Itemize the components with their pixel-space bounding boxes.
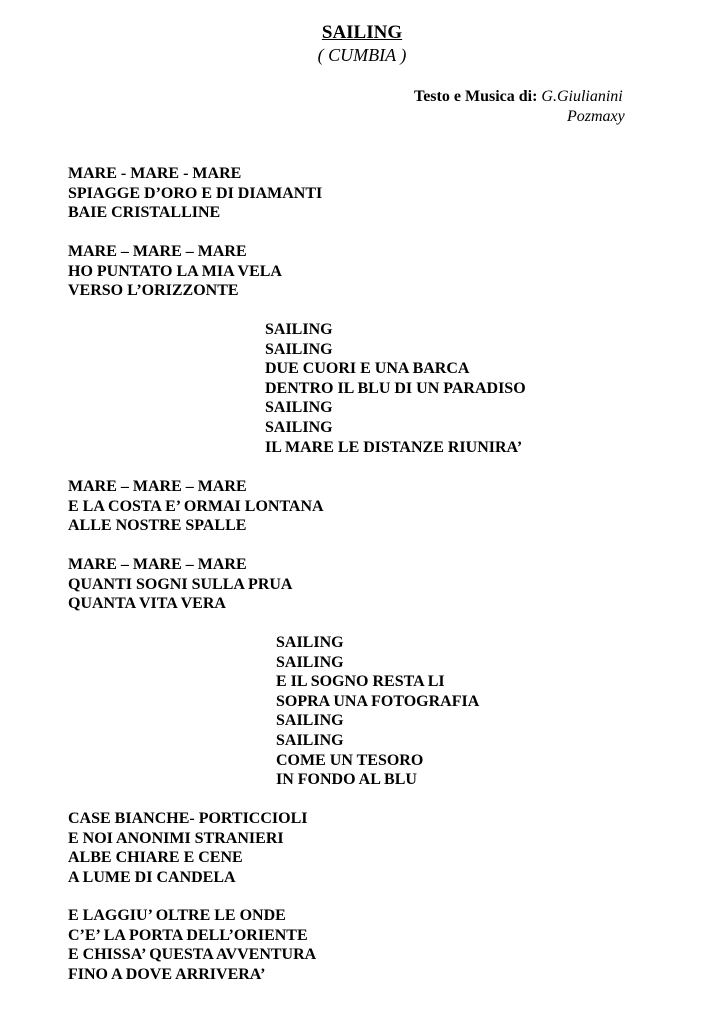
lyric-line: SAILING: [276, 712, 344, 730]
lyric-line: MARE – MARE – MARE: [68, 478, 247, 495]
song-title: [0, 22, 724, 44]
lyric-line: QUANTA VITA VERA: [68, 595, 226, 613]
credit-author-1: G.Giulianini: [541, 88, 623, 105]
lyric-line: DUE CUORI E UNA BARCA: [265, 360, 470, 378]
chorus-1: [265, 320, 526, 457]
lyric-line: SAILING: [276, 634, 344, 651]
song-subtitle: ( CUMBIA ): [317, 45, 407, 65]
lyric-line: E IL SOGNO RESTA LI: [276, 673, 445, 691]
lyric-line: MARE - MARE - MARE: [68, 165, 242, 182]
lyric-line: SAILING: [265, 321, 333, 338]
stanza-1: [68, 164, 322, 223]
lyric-line: E NOI ANONIMI STRANIERI: [68, 829, 284, 847]
lyric-line: SOPRA UNA FOTOGRAFIA: [276, 692, 480, 710]
lyric-line: HO PUNTATO LA MIA VELA: [68, 262, 282, 280]
stanza-6: [68, 906, 316, 984]
lyric-line: IN FONDO AL BLU: [276, 771, 417, 789]
lyric-line: A LUME DI CANDELA: [68, 868, 236, 886]
lyric-line: SAILING: [265, 418, 333, 436]
lyric-line: E CHISSA’ QUESTA AVVENTURA: [68, 946, 317, 964]
credit-line: [414, 87, 623, 107]
lyric-line: SAILING: [276, 653, 344, 671]
stanza-3: [68, 477, 324, 536]
lyric-line: VERSO L’ORIZZONTE: [68, 282, 239, 300]
lyric-line: SPIAGGE D’ORO E DI DIAMANTI: [68, 184, 323, 202]
lyric-line: QUANTI SOGNI SULLA PRUA: [68, 575, 293, 593]
lyric-line: C’E’ LA PORTA DELL’ORIENTE: [68, 926, 308, 944]
credit-author-2: Pozmaxy: [567, 108, 625, 125]
lyric-line: BAIE CRISTALLINE: [68, 204, 221, 222]
lyric-line: MARE – MARE – MARE: [68, 243, 247, 260]
lyric-line: ALBE CHIARE E CENE: [68, 849, 243, 867]
lyric-line: FINO A DOVE ARRIVERA’: [68, 965, 266, 983]
stanza-5: [68, 809, 307, 887]
lyric-line: DENTRO IL BLU DI UN PARADISO: [265, 379, 526, 397]
chorus-2: [276, 633, 479, 790]
lyric-line: E LA COSTA E’ ORMAI LONTANA: [68, 497, 324, 515]
lyric-line: E LAGGIU’ OLTRE LE ONDE: [68, 907, 286, 924]
lyric-line: IL MARE LE DISTANZE RIUNIRA’: [265, 438, 523, 456]
lyric-line: ALLE NOSTRE SPALLE: [68, 517, 247, 535]
stanza-2: [68, 242, 282, 301]
lyric-line: SAILING: [265, 399, 333, 417]
lyric-line: SAILING: [276, 731, 344, 749]
lyric-line: MARE – MARE – MARE: [68, 556, 247, 573]
lyric-line: COME UN TESORO: [276, 751, 424, 769]
lyric-line: SAILING: [265, 340, 333, 358]
lyric-line: CASE BIANCHE- PORTICCIOLI: [68, 810, 308, 827]
credit-label: Testo e Musica di:: [414, 88, 538, 105]
song-title-text: SAILING: [321, 22, 403, 43]
stanza-4: [68, 555, 292, 614]
